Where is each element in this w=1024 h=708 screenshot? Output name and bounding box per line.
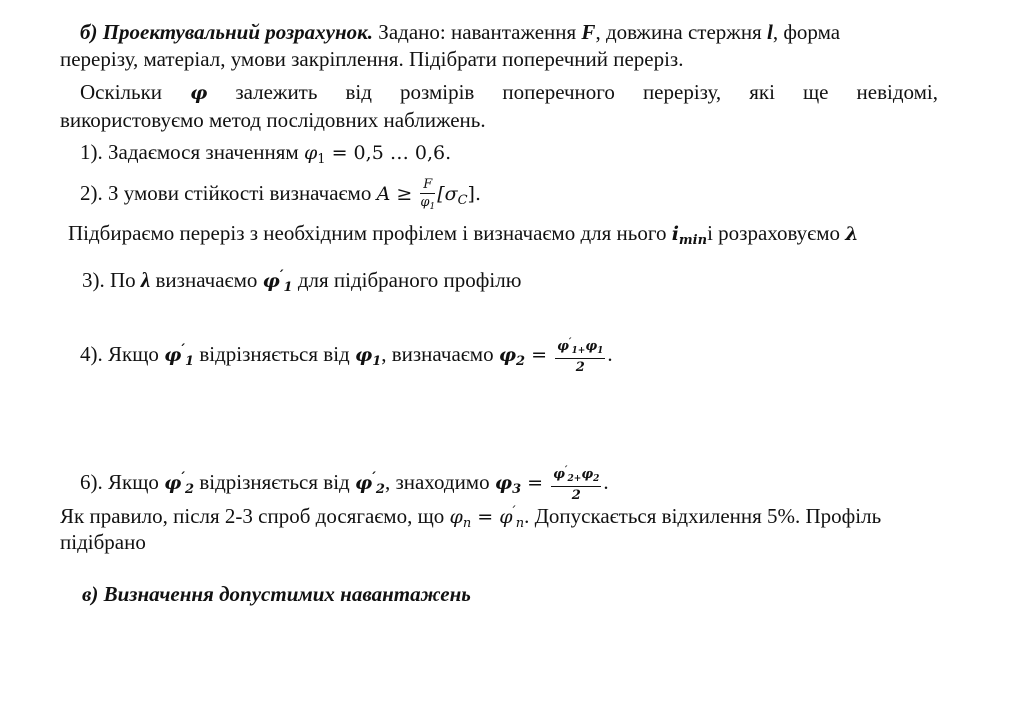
- step-3-text: 3). По: [82, 268, 141, 292]
- step-4-end: .: [607, 341, 613, 366]
- rule-text: Як правило, після 2-3 спроб досягаємо, що: [60, 504, 450, 528]
- step-6-sub: 2: [185, 481, 195, 497]
- step-3-lambda: λ: [140, 268, 151, 292]
- step-4-mid: відрізняється від: [194, 341, 355, 366]
- phi-n: φ: [449, 506, 463, 528]
- phi-1-prime: φ: [262, 270, 280, 292]
- i-min-sub: min: [678, 233, 708, 248]
- step-3-end: для підібраного профілю: [292, 268, 522, 292]
- phi-n-prime: φ: [499, 506, 513, 528]
- step-3: [82, 268, 521, 293]
- step-1: [80, 140, 451, 165]
- fraction-numerator: F: [420, 178, 435, 194]
- sigma-bracket: [σ: [437, 182, 458, 205]
- step-6-prime-mark: ′: [181, 469, 186, 486]
- step-4-text: 4). Якщо: [80, 341, 165, 366]
- phi-1-prime-sub: 1: [283, 280, 293, 295]
- section-c-heading: в) Визначення допустимих навантажень: [82, 582, 471, 606]
- step-1-value: = 0,5 … 0,6.: [325, 142, 452, 164]
- rule-line2: підібрано: [60, 530, 146, 554]
- step-6-result-sub: 3: [512, 481, 522, 497]
- rule-end: . Допускається відхилення 5%. Профіль: [524, 504, 882, 528]
- step-6-fraction-num: $\varphi'_{2+}\varphi_2$: [551, 466, 601, 487]
- sigma-close: ].: [467, 182, 481, 205]
- step-2-text: 2). З умови стійкості визначаємо: [80, 180, 377, 205]
- phi-paragraph-line1: [80, 80, 938, 105]
- lambda-symbol: λ: [845, 223, 859, 245]
- phi-symbol: φ: [190, 82, 208, 104]
- step-6-mid: відрізняється від: [194, 469, 355, 494]
- phi-para-rest: залежить від розмірів поперечного перерізу, які ще невідомі,: [207, 80, 938, 104]
- step-4-phi1-sub: 1: [372, 353, 382, 369]
- ge-sign: ≥: [390, 182, 419, 205]
- step-4-phi-prime: φ: [164, 343, 182, 366]
- phi-para-start: Оскільки: [80, 80, 191, 104]
- force-symbol: F: [581, 20, 596, 44]
- section-b-line2: перерізу, матеріал, умови закріплення. Підібрати поперечний переріз.: [60, 47, 684, 71]
- step-6-prime-mark-b: ′: [372, 469, 376, 486]
- phi-1-sub: 1: [317, 152, 326, 167]
- step-1-text: 1). Задаємося значенням: [80, 140, 304, 164]
- step-6-fraction: [551, 466, 601, 502]
- step-3-mid: визначаємо: [150, 268, 263, 292]
- i-min-symbol: i: [671, 223, 679, 245]
- phi-1: φ: [303, 142, 318, 164]
- section-b-line1: [80, 20, 840, 44]
- step-4-fraction-den: 2: [575, 360, 585, 375]
- phi-n-prime-sub: n: [515, 516, 525, 531]
- step-6-end: .: [603, 469, 609, 494]
- selection-text: Підбираємо переріз з необхідним профілем і визначаємо для нього: [68, 221, 672, 245]
- step-6-eq: =: [521, 471, 550, 494]
- step-4-fraction-num: $\varphi'_{1+}\varphi_1$: [555, 338, 605, 359]
- step-6: [80, 466, 609, 502]
- rule-eq: =: [471, 506, 500, 528]
- step-4-mid2: , визначаємо: [381, 341, 499, 366]
- step-4-fraction: [555, 338, 605, 374]
- step-4-prime-mark: ′: [181, 341, 186, 358]
- step-4-phi1: φ: [354, 343, 373, 366]
- rule-line1: [60, 504, 881, 529]
- step-2: [80, 178, 481, 212]
- step-6-text: 6). Якщо: [80, 469, 165, 494]
- step-4-sub: 1: [185, 353, 195, 369]
- line1-rest: , форма: [772, 20, 841, 44]
- phi-n-sub: n: [462, 516, 472, 531]
- phi-n-prime-mark: ′: [512, 504, 516, 520]
- step-4: [80, 338, 613, 374]
- selection-mid: і розраховуємо: [707, 221, 846, 245]
- step-6-fraction-den: 2: [571, 488, 581, 503]
- step-6-phi-prime: φ: [164, 471, 182, 494]
- fraction-denominator: $\varphi_1$: [420, 195, 436, 212]
- phi-paragraph-line2: використовуємо метод послідовних наближень.: [60, 108, 486, 132]
- step-6-mid2: , знаходимо: [384, 469, 495, 494]
- step-4-result: φ: [498, 343, 517, 366]
- step-4-result-sub: 2: [516, 353, 526, 369]
- area-symbol: A: [376, 182, 391, 205]
- step-6-result: φ: [494, 471, 513, 494]
- given-prefix: Задано: навантаження: [373, 20, 582, 44]
- length-symbol: l: [766, 20, 773, 44]
- step-6-phi-b: φ: [354, 471, 373, 494]
- sigma-sub: C: [457, 192, 468, 208]
- selection-line: [68, 221, 859, 246]
- step-6-sub-b: 2: [375, 481, 385, 497]
- fraction-F-over-phi1: [420, 178, 435, 212]
- phi-1-prime-mark: ′: [279, 268, 284, 284]
- section-b-heading: б) Проектувальний розрахунок.: [80, 20, 374, 44]
- step-4-eq: =: [525, 343, 554, 366]
- length-text: , довжина стержня: [595, 20, 767, 44]
